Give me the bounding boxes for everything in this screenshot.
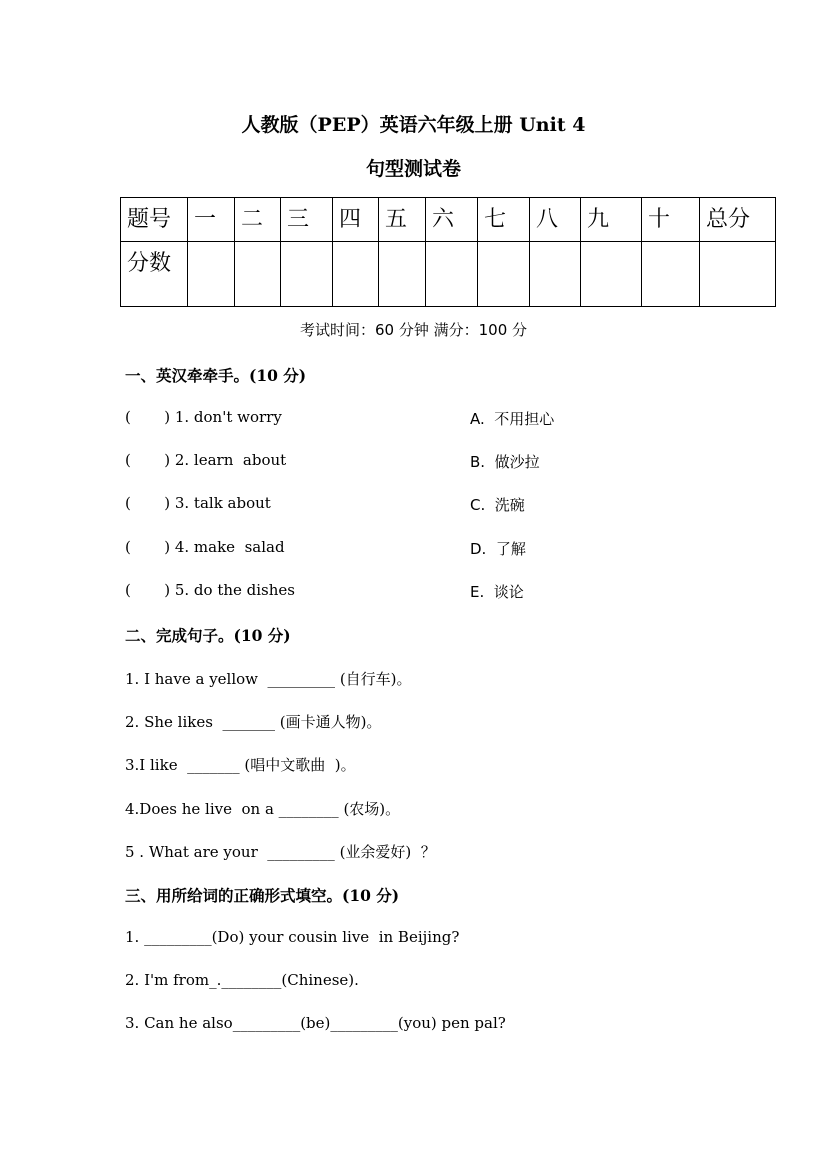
section-1-title: 一、英汉牵牵手。(10 分) (125, 366, 307, 385)
section-2-title: 二、完成句子。(10 分) (125, 626, 291, 645)
score-table (120, 197, 776, 307)
score-header-cell: 三 (281, 198, 333, 242)
matching-question: ( ) 5. do the dishes (125, 581, 295, 599)
section-3-title: 三、用所给词的正确形式填空。(10 分) (125, 886, 400, 905)
matching-answer: D. 了解 (470, 540, 526, 558)
score-header-cell: 五 (379, 198, 426, 242)
score-cell[interactable] (642, 242, 700, 307)
score-header-cell: 一 (188, 198, 235, 242)
score-cell[interactable] (379, 242, 426, 307)
score-cell[interactable] (281, 242, 333, 307)
score-cell[interactable] (426, 242, 478, 307)
matching-question: ( ) 3. talk about (125, 494, 271, 512)
score-header-cell: 八 (530, 198, 581, 242)
score-table-header-row (121, 198, 776, 242)
score-header-cell: 十 (642, 198, 700, 242)
score-cell[interactable] (530, 242, 581, 307)
matching-question: ( ) 4. make salad (125, 538, 285, 556)
fill-in-item: 2. I'm from_.________(Chinese). (125, 971, 359, 989)
matching-answer: A. 不用担心 (470, 410, 555, 428)
sentence-item: 5 . What are your _________ (业余爱好) ？ (125, 843, 436, 861)
sentence-item: 3.I like _______ (唱中文歌曲 )。 (125, 756, 356, 774)
score-cell[interactable] (235, 242, 281, 307)
score-cell[interactable] (581, 242, 642, 307)
score-header-cell: 题号 (121, 198, 188, 242)
score-header-cell: 六 (426, 198, 478, 242)
matching-answer: E. 谈论 (470, 583, 524, 601)
score-cell[interactable] (333, 242, 379, 307)
matching-answer: B. 做沙拉 (470, 453, 540, 471)
score-row-label: 分数 (121, 242, 188, 307)
score-header-cell: 总分 (700, 198, 776, 242)
score-cell[interactable] (188, 242, 235, 307)
score-header-cell: 二 (235, 198, 281, 242)
fill-in-item: 1. _________(Do) your cousin live in Beijing? (125, 928, 460, 946)
sentence-item: 4.Does he live on a ________ (农场)。 (125, 800, 401, 818)
sentence-item: 2. She likes _______ (画卡通人物)。 (125, 713, 382, 731)
score-table-score-row (121, 242, 776, 307)
score-header-cell: 七 (478, 198, 530, 242)
score-header-cell: 四 (333, 198, 379, 242)
score-header-cell: 九 (581, 198, 642, 242)
score-cell[interactable] (478, 242, 530, 307)
worksheet-title: 人教版（PEP）英语六年级上册 Unit 4 (241, 114, 586, 136)
worksheet-subtitle: 句型测试卷 (365, 158, 461, 180)
sentence-item: 1. I have a yellow _________ (自行车)。 (125, 670, 412, 688)
fill-in-item: 3. Can he also_________(be)_________(you) pen pal? (125, 1014, 506, 1032)
matching-answer: C. 洗碗 (470, 496, 525, 514)
exam-info: 考试时间：60 分钟 满分：100 分 (299, 321, 528, 339)
matching-question: ( ) 1. don't worry (125, 408, 282, 426)
matching-question: ( ) 2. learn about (125, 451, 287, 469)
score-cell[interactable] (700, 242, 776, 307)
